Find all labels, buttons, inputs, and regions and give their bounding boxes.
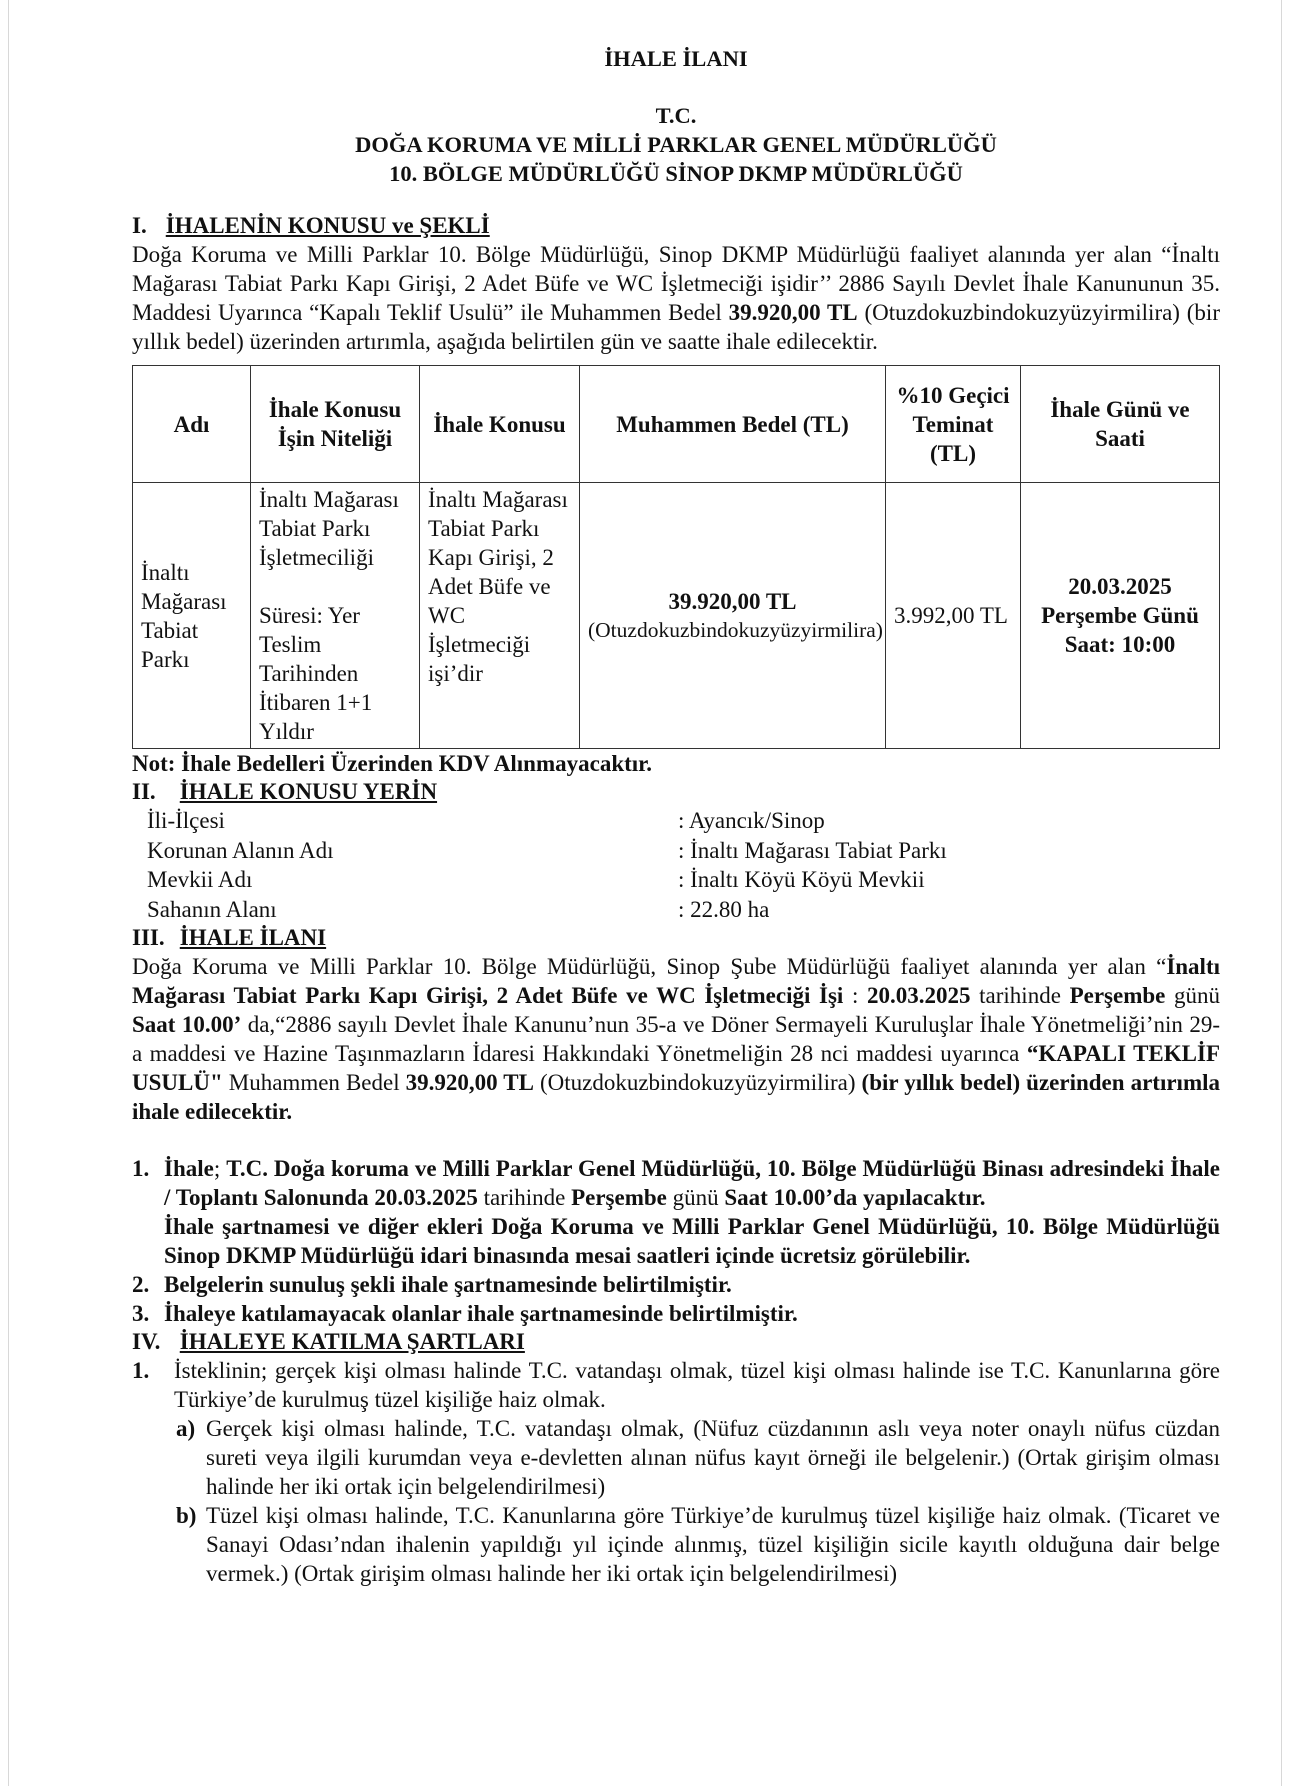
location-label: Mevkii Adı — [147, 867, 253, 892]
s3-item-text: ; — [213, 1156, 227, 1181]
document-title: İHALE İLANI — [604, 46, 748, 71]
list-item-text: İhale şartnamesi ve diğer ekleri Doğa Koruma ve Milli Parklar Genel Müdürlüğü, 10. Bölge Müdürlüğü Sinop DKMP Müdürlüğü idari binasında mesai saatleri içinde ücretsiz görülebilir. — [164, 1214, 1220, 1268]
table-header-cell: İhale Konusu — [420, 366, 580, 483]
s3-bold: Perşembe — [1069, 983, 1166, 1008]
sub-item — [176, 1414, 1220, 1501]
table-row — [133, 483, 1220, 749]
table-header-row — [133, 366, 1220, 483]
list-item — [132, 1356, 1220, 1414]
location-value: : Ayancık/Sinop — [678, 808, 825, 833]
cell-deposit: 3.992,00 TL — [886, 483, 1021, 749]
list-item-text — [164, 1154, 1220, 1212]
s3-text: Doğa Koruma ve Milli Parklar 10. Bölge Müdürlüğü, Sinop Şube Müdürlüğü faaliyet alanında yer alan “ — [132, 954, 1167, 979]
section-3-heading — [132, 924, 1220, 952]
s3-item-text: T.C. Doğa koruma ve Milli Parklar Genel Müdürlüğü, 10. Bölge Müdürlüğü Binası adresindeki İhale / Toplantı Salonunda 20.03.2025 — [164, 1156, 1220, 1210]
list-item-number: 1. — [132, 1358, 150, 1383]
list-item-text: Belgelerin sunuluş şekli ihale şartnamesinde belirtilmiştir. — [164, 1272, 732, 1297]
location-label: Korunan Alanın Adı — [147, 837, 334, 863]
location-row — [147, 895, 1220, 925]
cell-amount-value: 39.920,00 TL — [668, 588, 797, 614]
s3-item-text: Saat 10.00’da yapılacaktır. — [724, 1185, 986, 1210]
section-1-text-b: (Otuzdokuzbindokuzyüzyirmilira) (bir yıllık bedel) üzerinden artırımla, aşağıda belirtilen gün ve saatte ihale edilecektir. — [132, 300, 1220, 354]
cell-date-day: Perşembe Günü — [1041, 603, 1199, 628]
cell-name: İnaltı Mağarası Tabiat Parkı — [133, 483, 251, 749]
s3-bold: İnaltı Mağarası Tabiat Parkı Kapı Girişi, 2 Adet Büfe ve WC İşletmeciği İşi — [132, 954, 1220, 1008]
s3-item-text: günü — [666, 1185, 725, 1210]
location-value: : İnaltı Köyü Köyü Mevkii — [678, 867, 925, 892]
cell-date-value: 20.03.2025 — [1068, 574, 1172, 599]
document — [132, 44, 1220, 1588]
cell-date-time: Saat: 10:00 — [1064, 632, 1176, 657]
list-item — [132, 1270, 1220, 1299]
section-2-title: İHALE KONUSU YERİN — [179, 779, 438, 804]
s3-text: (Otuzdokuzbindokuzyüzyirmilira) — [533, 1070, 862, 1095]
cell-nature-duration: Süresi: Yer Teslim Tarihinden İtibaren 1+1 Yıldır — [259, 603, 373, 744]
cell-nature-main: İnaltı Mağarası Tabiat Parkı İşletmeciliği — [259, 487, 399, 570]
section-1-heading — [132, 212, 1220, 240]
s3-text: da,“2886 sayılı Devlet İhale Kanunu’nun 35-a ve Döner Sermayeli Kuruluşlar İhale Yönetmeliği’nin 29-a maddesi ve Hazine Taşınmazların İdaresi Hakkındaki Yönetmeliğin 28 nci maddesi uyarınca — [132, 1012, 1220, 1066]
s3-bold: Saat 10.00’ — [132, 1012, 242, 1037]
list-item — [132, 1299, 1220, 1328]
location-row — [147, 836, 1220, 866]
header-line-directorate: 10. BÖLGE MÜDÜRLÜĞÜ SİNOP DKMP MÜDÜRLÜĞÜ — [389, 161, 963, 186]
cell-date — [1021, 483, 1220, 749]
section-4-number: IV. — [132, 1329, 161, 1354]
cell-subject: İnaltı Mağarası Tabiat Parkı Kapı Girişi, 2 Adet Büfe ve WC İşletmeciği işi’dir — [420, 483, 580, 749]
list-item-text: İhaleye katılamayacak olanlar ihale şartnamesinde belirtilmiştir. — [164, 1301, 798, 1326]
s3-text: : — [843, 983, 867, 1008]
list-item-number: 1. — [132, 1156, 150, 1181]
section-2-heading — [132, 778, 1220, 806]
list-item-number: 3. — [132, 1301, 150, 1326]
section-1-amount: 39.920,00 TL — [728, 300, 858, 325]
table-header-cell: Muhammen Bedel (TL) — [580, 366, 886, 483]
location-value: : İnaltı Mağarası Tabiat Parkı — [678, 837, 947, 863]
location-label: İli-İlçesi — [147, 808, 225, 833]
section-3-number: III. — [132, 925, 165, 950]
s3-text: tarihinde — [970, 983, 1070, 1008]
section-2-number: II. — [132, 779, 156, 804]
section-1-paragraph — [132, 240, 1220, 356]
list-item — [132, 1154, 1220, 1270]
s3-bold: “KAPALI TEKLİF USULÜ" — [132, 1041, 1220, 1095]
cell-amount — [580, 483, 886, 749]
s3-text: Muhammen Bedel — [222, 1070, 406, 1095]
sub-item-text: Tüzel kişi olması halinde, T.C. Kanunlarına göre Türkiye’de kurulmuş tüzel kişiliğe haiz olmak. (Ticaret ve Sanayi Odası’ndan ihalenin yapıldığı yıl içinde alınmış, tüzel kişiliğin sicile kayıtlı olduğuna dair belge vermek.) (Ortak girişim olması halinde her iki ortak için belgelendirilmesi) — [206, 1503, 1220, 1586]
s3-item-text: İhale — [164, 1156, 214, 1181]
s3-text: günü — [1165, 983, 1221, 1008]
header-line-tc: T.C. — [655, 103, 697, 128]
cell-amount-words: (Otuzdokuzbindokuzyüzyirmilira) — [588, 617, 883, 642]
table-header-cell: %10 Geçici Teminat (TL) — [886, 366, 1021, 483]
cell-nature — [251, 483, 420, 749]
section-3-title: İHALE İLANI — [179, 925, 327, 950]
sub-item-text: Gerçek kişi olması halinde, T.C. vatandaşı olmak, (Nüfuz cüzdanının aslı veya noter onaylı nüfus cüzdan sureti veya ilgili kurumdan veya e-devletten alınan nüfus kayıt örneği ile belgelenir.) (Ortak girişim olması halinde her iki ortak için belgelendirilmesi) — [206, 1416, 1220, 1499]
section-1-number: I. — [132, 213, 147, 238]
header-line-ministry: DOĞA KORUMA VE MİLLİ PARKLAR GENEL MÜDÜRLÜĞÜ — [355, 132, 997, 157]
table-header-cell: Adı — [133, 366, 251, 483]
list-item-text: İsteklinin; gerçek kişi olması halinde T.C. vatandaşı olmak, tüzel kişi olması halinde ise T.C. Kanunlarına göre Türkiye’de kurulmuş tüzel kişiliğe haiz olmak. — [174, 1358, 1220, 1412]
section-1-title: İHALENİN KONUSU ve ŞEKLİ — [165, 213, 490, 238]
section-4-heading — [132, 1328, 1220, 1356]
table-header-cell: İhale Konusu İşin Niteliği — [251, 366, 420, 483]
sub-item — [176, 1501, 1220, 1588]
s3-bold: 20.03.2025 — [867, 983, 971, 1008]
section-4-title: İHALEYE KATILMA ŞARTLARI — [179, 1329, 525, 1354]
sub-item-label: b) — [176, 1503, 197, 1528]
location-row — [147, 865, 1220, 895]
list-item-number: 2. — [132, 1272, 150, 1297]
section-1-text-a: Doğa Koruma ve Milli Parklar 10. Bölge Müdürlüğü, Sinop DKMP Müdürlüğü faaliyet alanında yer alan “İnaltı Mağarası Tabiat Parkı Kapı Girişi, 2 Adet Büfe ve WC İşletmeciği işidir’’ 2886 Sayılı Devlet İhale Kanununun 35. Maddesi Uyarınca “Kapalı Teklif Usulü” ile Muhammen Bedel — [132, 242, 1220, 325]
location-value: : 22.80 ha — [678, 896, 770, 922]
location-row — [147, 806, 1220, 836]
table-header-cell: İhale Günü ve Saati — [1021, 366, 1220, 483]
s3-item-text: Perşembe — [571, 1185, 667, 1210]
s3-bold: (bir yıllık bedel) üzerinden artırımla ihale edilecektir. — [132, 1070, 1220, 1124]
s3-item-text: tarihinde — [477, 1185, 572, 1210]
sub-item-label: a) — [176, 1416, 196, 1441]
s3-bold: 39.920,00 TL — [405, 1070, 534, 1095]
section-3-paragraph — [132, 952, 1220, 1126]
tender-table — [132, 365, 1220, 749]
vat-note: Not: İhale Bedelleri Üzerinden KDV Alınmayacaktır. — [132, 751, 653, 776]
location-label: Sahanın Alanı — [147, 896, 277, 922]
